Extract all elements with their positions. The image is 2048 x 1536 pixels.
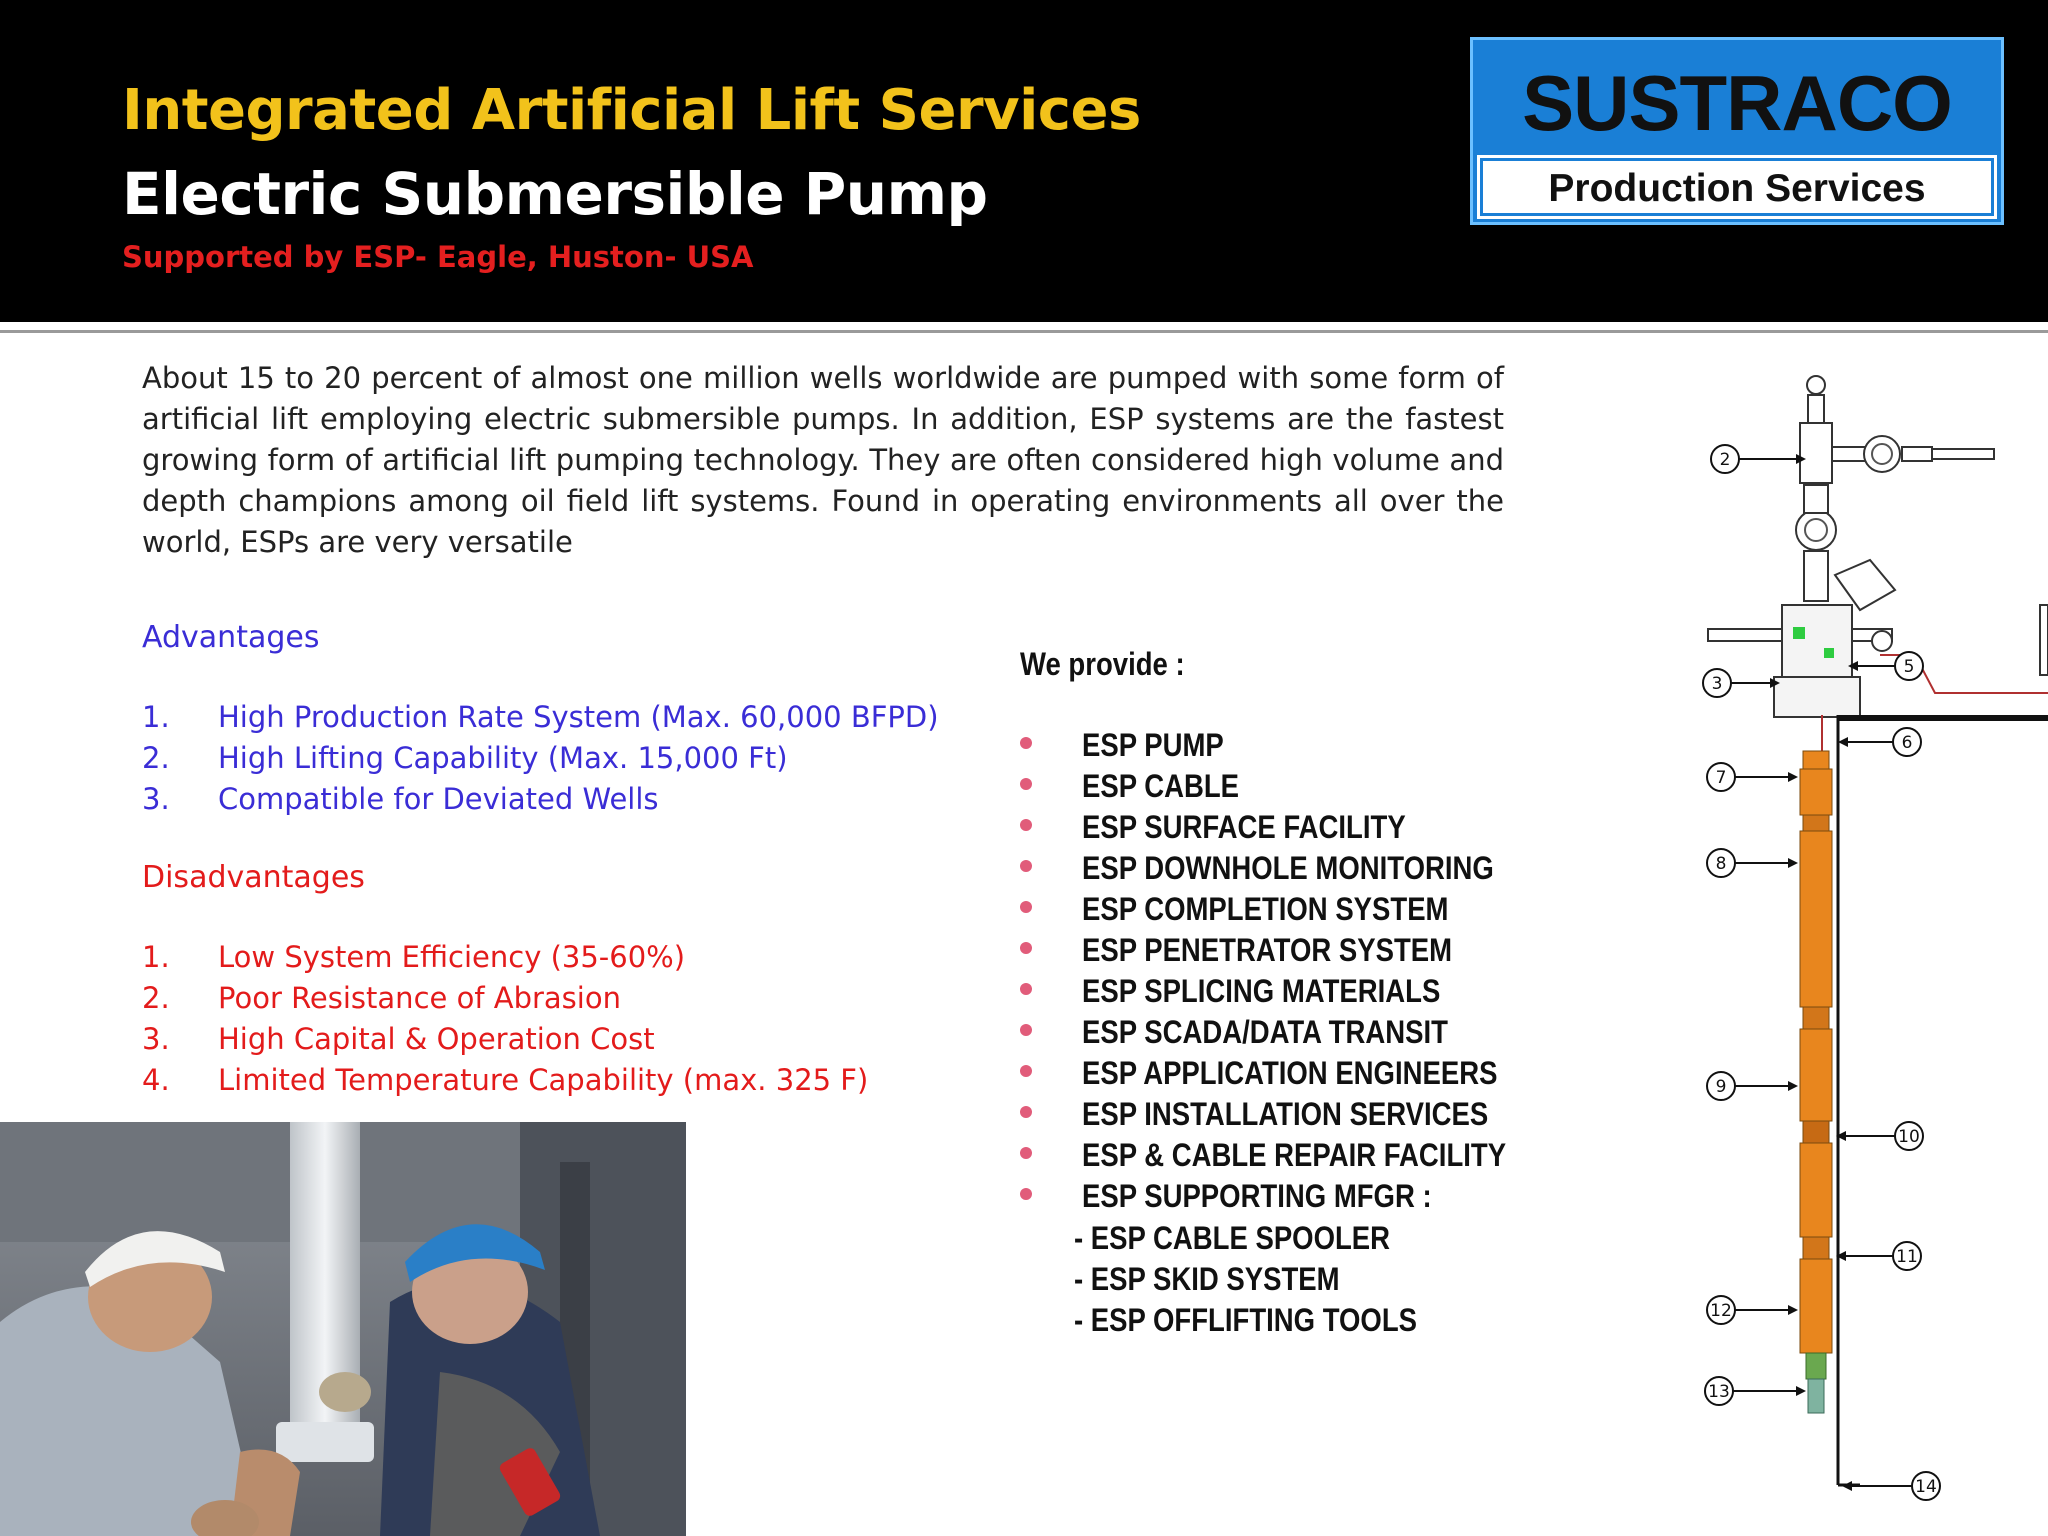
callout-label: 10 bbox=[1898, 1127, 1920, 1147]
header-band bbox=[0, 0, 2048, 322]
provide-item-text: ESP CABLE bbox=[1082, 768, 1240, 804]
advantages-heading: Advantages bbox=[142, 620, 320, 655]
callout-label: 13 bbox=[1708, 1382, 1730, 1402]
item-text: Limited Temperature Capability (max. 325 F) bbox=[218, 1063, 869, 1097]
callout-label: 9 bbox=[1715, 1077, 1727, 1097]
bullet-icon bbox=[1020, 1065, 1032, 1077]
provide-item-text: ESP DOWNHOLE MONITORING bbox=[1082, 850, 1494, 886]
header-divider-shadow bbox=[0, 330, 2048, 333]
intro-paragraph: About 15 to 20 percent of almost one million wells worldwide are pumped with some form of artificial lift employing electric submersible pumps. In addition, ESP systems are the fastest growing form of artificial lift pumping technology. They are often considered high volume and depth champions among oil field lift systems. Found in operating environments all over the world, ESPs are very versatile bbox=[142, 361, 1504, 559]
item-number: 1. bbox=[142, 700, 170, 734]
item-text: Poor Resistance of Abrasion bbox=[218, 981, 621, 1015]
provide-subitem: - ESP CABLE SPOOLER bbox=[1074, 1220, 1391, 1256]
item-number: 2. bbox=[142, 981, 170, 1015]
provide-item-text: ESP INSTALLATION SERVICES bbox=[1082, 1096, 1489, 1132]
item-text: High Lifting Capability (Max. 15,000 Ft) bbox=[218, 741, 788, 775]
bullet-icon bbox=[1020, 1024, 1032, 1036]
bullet-icon bbox=[1020, 942, 1032, 954]
bullet-icon bbox=[1020, 1106, 1032, 1118]
bullet-icon bbox=[1020, 819, 1032, 831]
support-note: Supported by ESP- Eagle, Huston- USA bbox=[122, 240, 754, 274]
provide-item-text: ESP PUMP bbox=[1082, 727, 1224, 763]
logo-tagline-box bbox=[1480, 158, 1994, 216]
disadvantages-heading: Disadvantages bbox=[142, 860, 365, 895]
provide-item-text: ESP PENETRATOR SYSTEM bbox=[1082, 932, 1453, 968]
bullet-icon bbox=[1020, 901, 1032, 913]
item-number: 1. bbox=[142, 940, 170, 974]
callout-label: 5 bbox=[1903, 657, 1915, 677]
bullet-icon bbox=[1020, 1147, 1032, 1159]
provide-item-text: ESP COMPLETION SYSTEM bbox=[1082, 891, 1449, 927]
callout-label: 7 bbox=[1715, 768, 1727, 788]
logo-tagline: Production Services bbox=[1548, 167, 1926, 210]
wellhead-assembly bbox=[1708, 376, 2048, 721]
provide-subitem: - ESP SKID SYSTEM bbox=[1074, 1261, 1340, 1297]
item-text: Low System Efficiency (35-60%) bbox=[218, 940, 686, 974]
logo-name: SUSTRACO bbox=[1522, 59, 1952, 147]
bullet-icon bbox=[1020, 1188, 1032, 1200]
item-text: High Production Rate System (Max. 60,000 BFPD) bbox=[218, 700, 939, 734]
provide-item-text: ESP & CABLE REPAIR FACILITY bbox=[1082, 1137, 1507, 1173]
item-text: Compatible for Deviated Wells bbox=[218, 782, 659, 816]
provide-item-text: ESP APPLICATION ENGINEERS bbox=[1082, 1055, 1498, 1091]
provide-item-text: ESP SPLICING MATERIALS bbox=[1082, 973, 1441, 1009]
page-title: Integrated Artificial Lift Services bbox=[122, 78, 1141, 143]
item-number: 2. bbox=[142, 741, 170, 775]
callout-label: 12 bbox=[1710, 1301, 1732, 1321]
provide-heading: We provide : bbox=[1020, 646, 1185, 682]
callout-label: 2 bbox=[1719, 450, 1731, 470]
pump-string bbox=[1800, 751, 1832, 1413]
workers-photo-illustration bbox=[0, 1122, 686, 1536]
callout-label: 14 bbox=[1915, 1477, 1937, 1497]
provide-item-text: ESP SCADA/DATA TRANSIT bbox=[1082, 1014, 1448, 1050]
callout-label: 3 bbox=[1711, 674, 1723, 694]
page-subtitle: Electric Submersible Pump bbox=[122, 160, 988, 228]
header-divider bbox=[0, 322, 2048, 330]
workers-photo bbox=[0, 1122, 686, 1536]
provide-item-text: ESP SUPPORTING MFGR : bbox=[1082, 1178, 1432, 1214]
provide-sublist bbox=[1074, 1220, 1473, 1343]
item-number: 4. bbox=[142, 1063, 170, 1097]
bullet-icon bbox=[1020, 778, 1032, 790]
callout-label: 11 bbox=[1896, 1247, 1918, 1267]
company-logo bbox=[1470, 37, 2004, 225]
bullet-icon bbox=[1020, 860, 1032, 872]
item-number: 3. bbox=[142, 1022, 170, 1056]
bullet-icon bbox=[1020, 983, 1032, 995]
provide-subitem: - ESP OFFLIFTING TOOLS bbox=[1074, 1302, 1417, 1338]
esp-installation-diagram bbox=[1690, 365, 2048, 1505]
callout-label: 8 bbox=[1715, 854, 1727, 874]
item-text: High Capital & Operation Cost bbox=[218, 1022, 655, 1056]
provide-item-text: ESP SURFACE FACILITY bbox=[1082, 809, 1406, 845]
item-number: 3. bbox=[142, 782, 170, 816]
bullet-icon bbox=[1020, 737, 1032, 749]
callout-label: 6 bbox=[1901, 733, 1913, 753]
